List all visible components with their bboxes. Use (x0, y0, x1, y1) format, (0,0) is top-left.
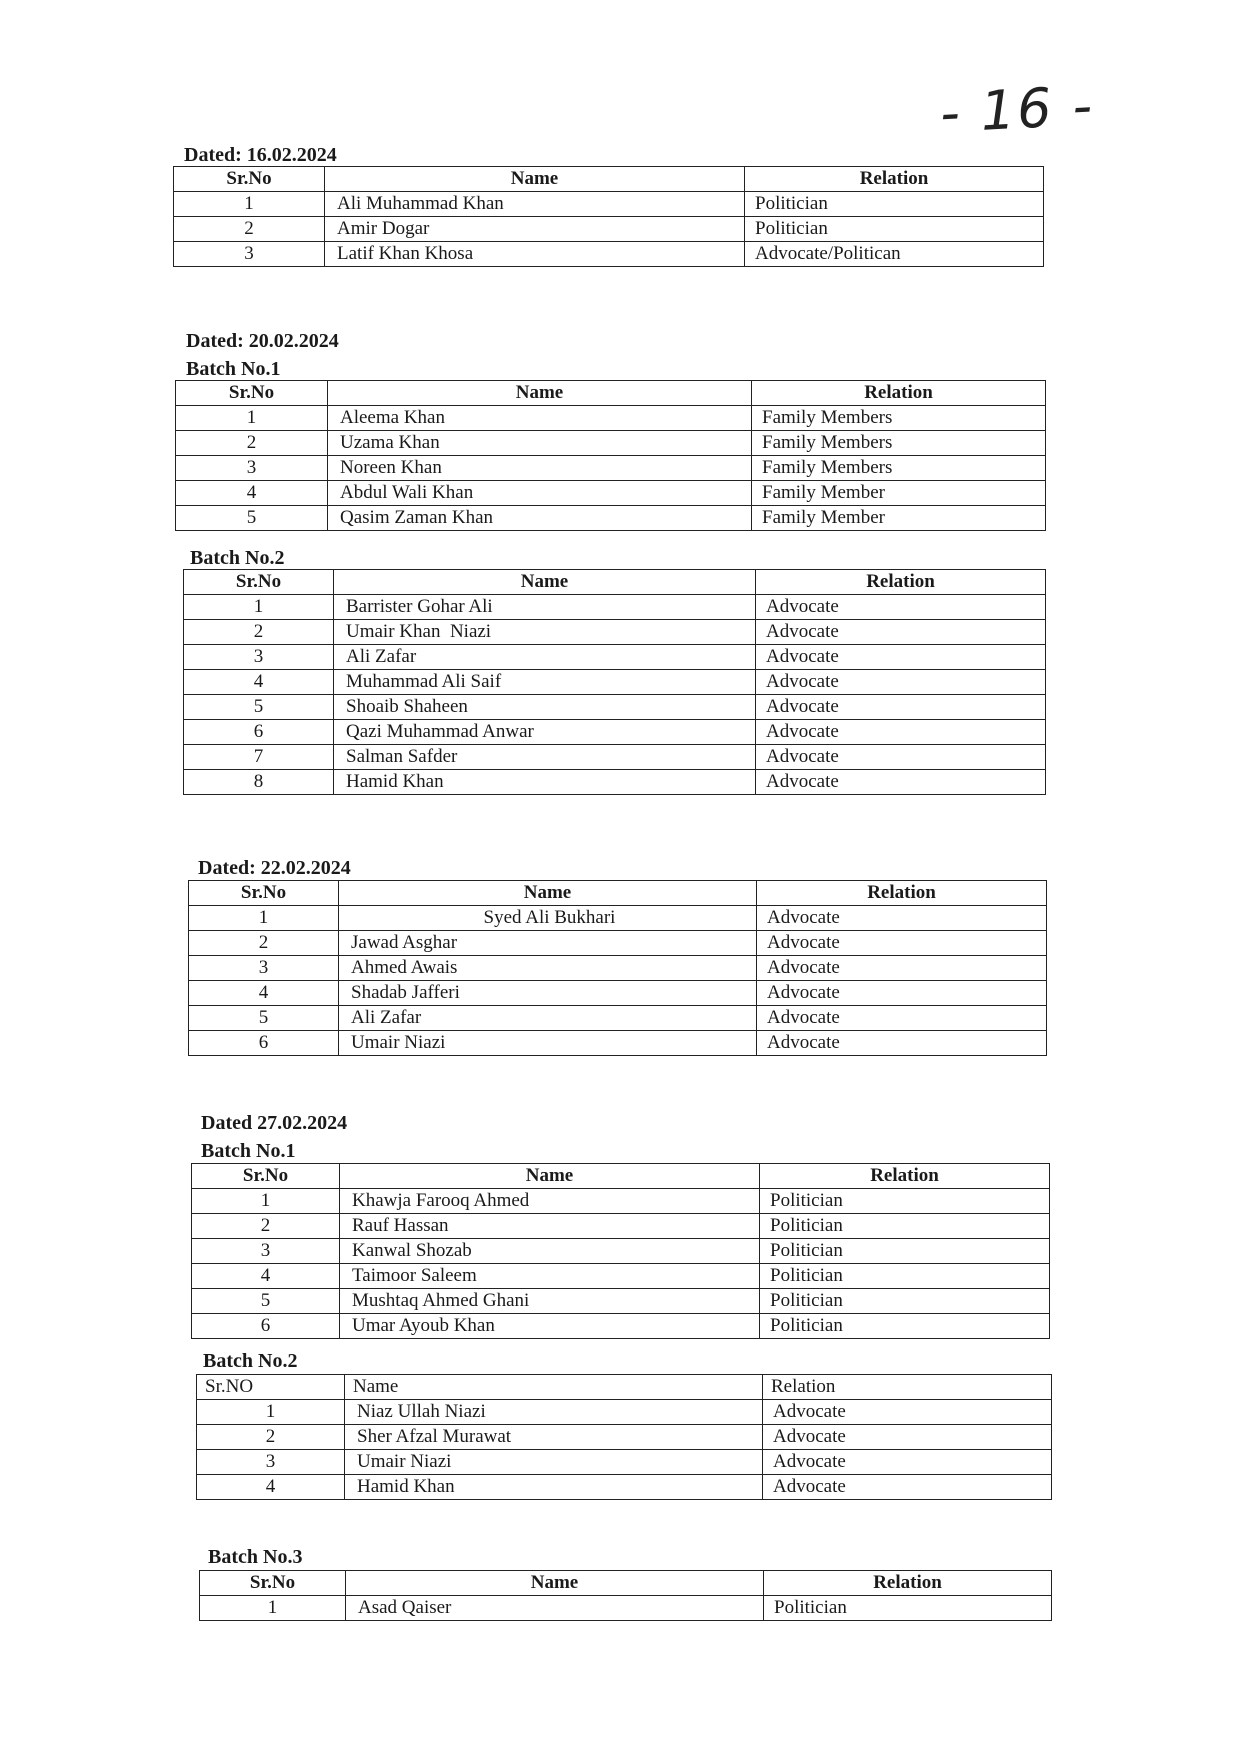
cell-name: Jawad Asghar (339, 931, 757, 956)
header-relation: Relation (756, 570, 1046, 595)
cell-sr-no: 5 (184, 695, 334, 720)
cell-sr-no: 2 (192, 1214, 340, 1239)
attendance-table (199, 1570, 1052, 1621)
cell-sr-no: 2 (197, 1425, 345, 1450)
cell-relation: Politician (760, 1289, 1050, 1314)
cell-name: Ahmed Awais (339, 956, 757, 981)
batch-heading: Batch No.3 (208, 1546, 303, 1568)
table-header-row (184, 570, 1046, 595)
header-name: Name (328, 381, 752, 406)
cell-relation: Advocate (756, 645, 1046, 670)
cell-name: Aleema Khan (328, 406, 752, 431)
cell-name: Shoaib Shaheen (334, 695, 756, 720)
cell-relation: Politician (760, 1189, 1050, 1214)
header-name: Name (339, 881, 757, 906)
header-relation: Relation (760, 1164, 1050, 1189)
cell-sr-no: 5 (192, 1289, 340, 1314)
cell-relation: Advocate (756, 720, 1046, 745)
cell-sr-no: 4 (176, 481, 328, 506)
table-row (174, 192, 1044, 217)
cell-relation: Advocate (757, 1031, 1047, 1056)
cell-name: Niaz Ullah Niazi (345, 1400, 763, 1425)
cell-relation: Politician (745, 192, 1044, 217)
table-row (192, 1189, 1050, 1214)
cell-relation: Politician (760, 1214, 1050, 1239)
table-row (189, 981, 1047, 1006)
cell-relation: Advocate (757, 931, 1047, 956)
cell-name: Shadab Jafferi (339, 981, 757, 1006)
cell-relation: Advocate (756, 595, 1046, 620)
table-row (176, 406, 1046, 431)
table-row (184, 745, 1046, 770)
table-row (189, 931, 1047, 956)
cell-relation: Advocate (757, 1006, 1047, 1031)
cell-name: Uzama Khan (328, 431, 752, 456)
attendance-table (183, 569, 1046, 795)
cell-name: Hamid Khan (345, 1475, 763, 1500)
cell-name: Muhammad Ali Saif (334, 670, 756, 695)
table-row (176, 431, 1046, 456)
cell-relation: Advocate (756, 695, 1046, 720)
cell-name: Kanwal Shozab (340, 1239, 760, 1264)
table-row (197, 1425, 1052, 1450)
cell-relation: Advocate/Politican (745, 242, 1044, 267)
header-sr-no: Sr.No (192, 1164, 340, 1189)
cell-name: Umar Ayoub Khan (340, 1314, 760, 1339)
header-sr-no: Sr.No (176, 381, 328, 406)
cell-relation: Family Members (752, 456, 1046, 481)
cell-sr-no: 1 (189, 906, 339, 931)
cell-sr-no: 3 (184, 645, 334, 670)
table-row (189, 1031, 1047, 1056)
cell-name: Latif Khan Khosa (325, 242, 745, 267)
cell-relation: Family Member (752, 481, 1046, 506)
cell-relation: Advocate (757, 956, 1047, 981)
table-header-row (189, 881, 1047, 906)
section-date-heading: Dated 27.02.2024 (201, 1112, 348, 1134)
cell-sr-no: 1 (192, 1189, 340, 1214)
attendance-table (175, 380, 1046, 531)
attendance-table (191, 1163, 1050, 1339)
cell-sr-no: 4 (192, 1264, 340, 1289)
table-row (197, 1400, 1052, 1425)
table-row (197, 1475, 1052, 1500)
table-row (176, 456, 1046, 481)
cell-sr-no: 4 (197, 1475, 345, 1500)
cell-sr-no: 1 (184, 595, 334, 620)
header-name: Name (325, 167, 745, 192)
cell-sr-no: 1 (176, 406, 328, 431)
header-name: Name (345, 1375, 763, 1400)
batch-heading: Batch No.1 (201, 1140, 296, 1162)
attendance-table (196, 1374, 1052, 1500)
cell-sr-no: 6 (189, 1031, 339, 1056)
header-name: Name (334, 570, 756, 595)
table-row (184, 695, 1046, 720)
cell-name: Hamid Khan (334, 770, 756, 795)
cell-name: Taimoor Saleem (340, 1264, 760, 1289)
header-relation: Relation (757, 881, 1047, 906)
cell-name: Umair Khan Niazi (334, 620, 756, 645)
cell-sr-no: 5 (176, 506, 328, 531)
section-date-heading: Dated: 16.02.2024 (184, 144, 337, 166)
table-header-row (200, 1571, 1052, 1596)
cell-name: Amir Dogar (325, 217, 745, 242)
table-row (192, 1264, 1050, 1289)
cell-relation: Advocate (756, 620, 1046, 645)
cell-sr-no: 3 (192, 1239, 340, 1264)
cell-relation: Advocate (756, 745, 1046, 770)
table-header-row (197, 1375, 1052, 1400)
cell-sr-no: 3 (174, 242, 325, 267)
table-row (176, 481, 1046, 506)
cell-sr-no: 2 (189, 931, 339, 956)
table-row (200, 1596, 1052, 1621)
cell-sr-no: 2 (184, 620, 334, 645)
cell-name: Rauf Hassan (340, 1214, 760, 1239)
cell-sr-no: 4 (184, 670, 334, 695)
cell-relation: Family Members (752, 431, 1046, 456)
cell-name: Qazi Muhammad Anwar (334, 720, 756, 745)
table-row (192, 1214, 1050, 1239)
cell-sr-no: 6 (184, 720, 334, 745)
header-sr-no: Sr.NO (197, 1375, 345, 1400)
cell-relation: Advocate (763, 1475, 1052, 1500)
cell-name: Ali Zafar (334, 645, 756, 670)
page-number: - 16 - (938, 74, 1096, 145)
header-sr-no: Sr.No (200, 1571, 346, 1596)
cell-name: Asad Qaiser (346, 1596, 764, 1621)
cell-name: Mushtaq Ahmed Ghani (340, 1289, 760, 1314)
table-row (192, 1239, 1050, 1264)
cell-relation: Advocate (763, 1400, 1052, 1425)
table-row (189, 956, 1047, 981)
table-header-row (174, 167, 1044, 192)
cell-name: Barrister Gohar Ali (334, 595, 756, 620)
cell-relation: Advocate (756, 670, 1046, 695)
header-relation: Relation (745, 167, 1044, 192)
table-row (184, 670, 1046, 695)
cell-name: Sher Afzal Murawat (345, 1425, 763, 1450)
cell-sr-no: 7 (184, 745, 334, 770)
header-sr-no: Sr.No (184, 570, 334, 595)
header-name: Name (346, 1571, 764, 1596)
cell-name: Syed Ali Bukhari (339, 906, 757, 931)
cell-sr-no: 1 (174, 192, 325, 217)
cell-sr-no: 3 (197, 1450, 345, 1475)
cell-name: Abdul Wali Khan (328, 481, 752, 506)
table-row (189, 906, 1047, 931)
cell-relation: Advocate (763, 1450, 1052, 1475)
cell-relation: Advocate (756, 770, 1046, 795)
cell-name: Salman Safder (334, 745, 756, 770)
cell-relation: Advocate (757, 981, 1047, 1006)
cell-relation: Politician (760, 1264, 1050, 1289)
table-row (189, 1006, 1047, 1031)
cell-relation: Advocate (763, 1425, 1052, 1450)
cell-sr-no: 8 (184, 770, 334, 795)
batch-heading: Batch No.2 (190, 547, 285, 569)
section-date-heading: Dated: 20.02.2024 (186, 330, 339, 352)
header-sr-no: Sr.No (189, 881, 339, 906)
table-row (192, 1289, 1050, 1314)
header-sr-no: Sr.No (174, 167, 325, 192)
cell-relation: Family Members (752, 406, 1046, 431)
table-header-row (176, 381, 1046, 406)
header-relation: Relation (764, 1571, 1052, 1596)
attendance-table (173, 166, 1044, 267)
cell-name: Ali Muhammad Khan (325, 192, 745, 217)
cell-sr-no: 6 (192, 1314, 340, 1339)
cell-relation: Politician (764, 1596, 1052, 1621)
table-row (176, 506, 1046, 531)
section-date-heading: Dated: 22.02.2024 (198, 857, 351, 879)
table-row (192, 1314, 1050, 1339)
batch-heading: Batch No.2 (203, 1350, 298, 1372)
cell-relation: Politician (745, 217, 1044, 242)
table-row (184, 620, 1046, 645)
header-relation: Relation (763, 1375, 1052, 1400)
cell-sr-no: 4 (189, 981, 339, 1006)
table-header-row (192, 1164, 1050, 1189)
cell-sr-no: 1 (197, 1400, 345, 1425)
attendance-table (188, 880, 1047, 1056)
header-name: Name (340, 1164, 760, 1189)
cell-relation: Politician (760, 1239, 1050, 1264)
cell-sr-no: 3 (189, 956, 339, 981)
table-row (184, 595, 1046, 620)
table-row (174, 217, 1044, 242)
cell-name: Khawja Farooq Ahmed (340, 1189, 760, 1214)
table-row (184, 645, 1046, 670)
cell-name: Noreen Khan (328, 456, 752, 481)
table-row (197, 1450, 1052, 1475)
cell-relation: Family Member (752, 506, 1046, 531)
cell-sr-no: 2 (176, 431, 328, 456)
cell-sr-no: 1 (200, 1596, 346, 1621)
header-relation: Relation (752, 381, 1046, 406)
cell-relation: Politician (760, 1314, 1050, 1339)
cell-name: Qasim Zaman Khan (328, 506, 752, 531)
cell-relation: Advocate (757, 906, 1047, 931)
cell-name: Umair Niazi (345, 1450, 763, 1475)
table-row (184, 770, 1046, 795)
table-row (184, 720, 1046, 745)
cell-name: Umair Niazi (339, 1031, 757, 1056)
cell-name: Ali Zafar (339, 1006, 757, 1031)
batch-heading: Batch No.1 (186, 358, 281, 380)
cell-sr-no: 2 (174, 217, 325, 242)
cell-sr-no: 3 (176, 456, 328, 481)
cell-sr-no: 5 (189, 1006, 339, 1031)
table-row (174, 242, 1044, 267)
